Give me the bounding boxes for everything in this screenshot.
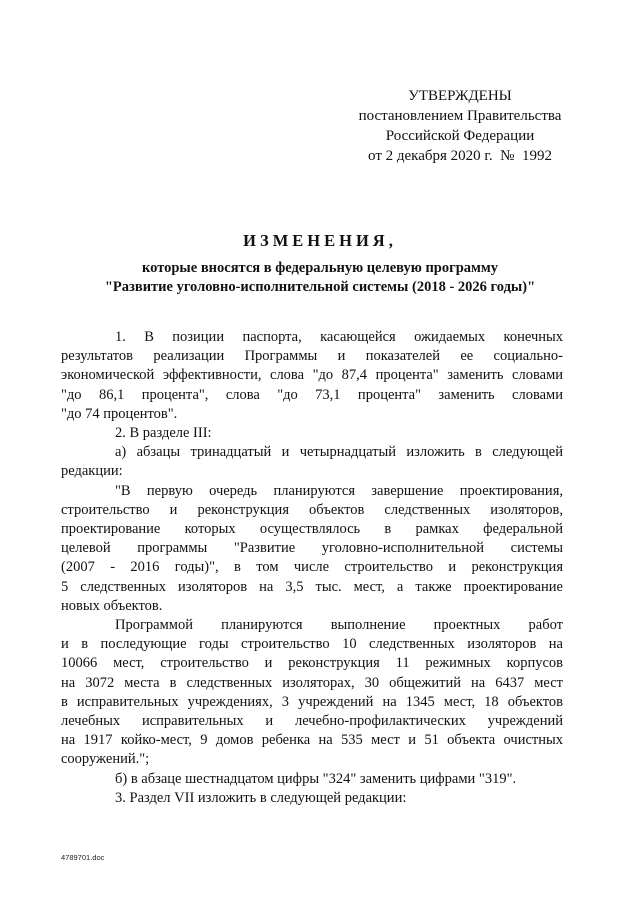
p5-line-2: и в последующие годы строительство 10 следственных изоляторов на xyxy=(61,636,563,653)
approval-line-resolution: постановлением Правительства xyxy=(358,108,562,124)
p1-line-2: результатов реализации Программы и показателей ее социально- xyxy=(61,348,563,365)
p5-line-1: Программой планируются выполнение проектных работ xyxy=(115,617,563,634)
p3-line-2: редакции: xyxy=(61,463,123,480)
approval-line-government: Российской Федерации xyxy=(385,128,535,144)
document-heading: ИЗМЕНЕНИЯ, xyxy=(243,231,397,250)
p4-line-6: 5 следственных изоляторов на 3,5 тыс. мест, а также проектирование xyxy=(61,578,563,595)
approval-line-date-number: от 2 декабря 2020 г. № 1992 xyxy=(368,148,552,164)
p5-line-3: 10066 мест, строительство и реконструкция 11 режимных корпусов xyxy=(61,655,563,672)
p2-line-1: 2. В разделе III: xyxy=(115,425,212,442)
document-body xyxy=(61,328,563,808)
file-name-footer: 4789701.doc xyxy=(61,853,105,862)
p4-line-3: проектирование которых осуществлялось в рамках федеральной xyxy=(61,521,563,538)
p4-line-7: новых объектов. xyxy=(61,597,163,614)
subtitle-line-2: "Развитие уголовно-исполнительной системы (2018 - 2026 годы)" xyxy=(104,279,536,295)
subtitle-line-1: которые вносятся в федеральную целевую программу xyxy=(141,260,499,276)
p5-line-6: лечебных исправительных и лечебно-профилактических учреждений xyxy=(61,713,563,730)
p5-line-5: в исправительных учреждениях, 3 учреждений на 1345 мест, 18 объектов xyxy=(61,693,563,710)
p4-line-5: (2007 - 2016 годы)", в том числе строительство и реконструкция xyxy=(61,559,563,576)
p5-line-7: на 1917 койко-мест, 9 домов ребенка на 535 мест и 51 объекта очистных xyxy=(61,732,563,749)
p5-line-8: сооружений."; xyxy=(61,751,150,768)
p4-line-2: строительство и реконструкция объектов следственных изоляторов, xyxy=(61,501,563,518)
p5-line-4: на 3072 места в следственных изоляторах, 30 общежитий на 6437 мест xyxy=(61,674,563,691)
p1-line-5: "до 74 процентов". xyxy=(61,405,178,422)
p6-line-1: б) в абзаце шестнадцатом цифры "324" заменить цифрами "319". xyxy=(115,770,517,787)
p1-line-4: "до 86,1 процента", слова "до 73,1 процента" заменить словами xyxy=(61,386,563,403)
p3-line-1: а) абзацы тринадцатый и четырнадцатый изложить в следующей xyxy=(115,444,563,461)
p4-line-4: целевой программы "Развитие уголовно-исполнительной системы xyxy=(61,540,563,557)
p7-line-1: 3. Раздел VII изложить в следующей редакции: xyxy=(115,789,407,806)
document-subtitle xyxy=(60,259,580,297)
p4-line-1: "В первую очередь планируются завершение проектирования, xyxy=(115,482,563,499)
approval-title: УТВЕРЖДЕНЫ xyxy=(408,88,512,104)
p1-line-3: экономической эффективности, слова "до 87,4 процента" заменить словами xyxy=(61,367,563,384)
p1-line-1: 1. В позиции паспорта, касающейся ожидаемых конечных xyxy=(115,329,563,345)
approval-block xyxy=(340,86,580,166)
